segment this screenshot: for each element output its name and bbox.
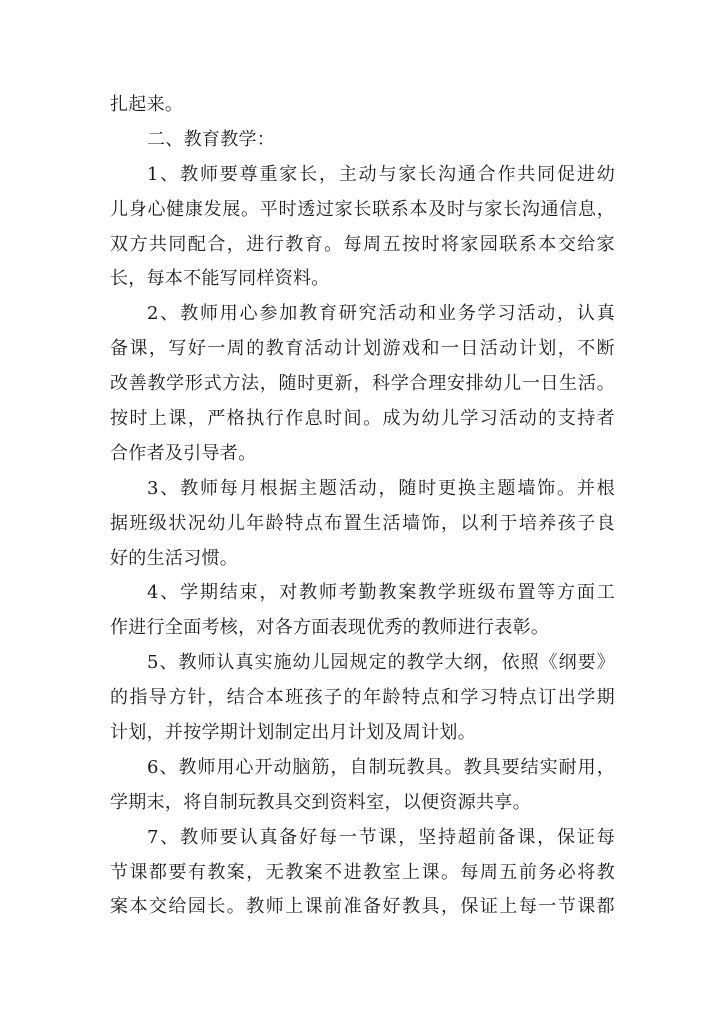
text-line: 7、教师要认真备好每一节课，坚持超前备课，保证每	[147, 826, 615, 848]
text-line: 儿身心健康发展。平时透过家长联系本及时与家长沟通信息，	[110, 198, 615, 220]
text-line: 双方共同配合，进行教育。每周五按时将家园联系本交给家	[110, 233, 615, 255]
text-line: 改善教学形式方法，随时更新，科学合理安排幼儿一日生活。	[110, 373, 615, 395]
text-line: 二、教育教学：	[147, 128, 276, 150]
text-line: 扎起来。	[110, 94, 184, 115]
body-text	[110, 88, 615, 925]
text-line: 3、教师每月根据主题活动，随时更换主题墙饰。并根	[147, 477, 615, 499]
text-line: 案本交给园长。教师上课前准备好教具，保证上每一节课都	[110, 896, 615, 918]
text-line: 备课，写好一周的教育活动计划游戏和一日活动计划，不断	[110, 338, 615, 360]
text-line: 节课都要有教案，无教案不进教室上课。每周五前务必将教	[110, 861, 615, 883]
text-line: 2、教师用心参加教育研究活动和业务学习活动，认真	[147, 303, 615, 325]
text-line: 据班级状况幼儿年龄特点布置生活墙饰，以利于培养孩子良	[110, 512, 615, 534]
text-line: 的指导方针，结合本班孩子的年龄特点和学习特点订出学期	[110, 687, 615, 709]
text-line: 4、学期结束，对教师考勤教案教学班级布置等方面工	[147, 582, 615, 604]
text-line: 6、教师用心开动脑筋，自制玩教具。教具要结实耐用，	[147, 756, 615, 778]
text-line: 长，每本不能写同样资料。	[110, 268, 330, 290]
text-line: 按时上课，严格执行作息时间。成为幼儿学习活动的支持者	[110, 408, 615, 430]
text-line: 学期末，将自制玩教具交到资料室，以便资源共享。	[110, 791, 531, 813]
text-line: 5、教师认真实施幼儿园规定的教学大纲，依照《纲要》	[147, 652, 615, 674]
text-line: 好的生活习惯。	[110, 547, 239, 569]
text-line: 作进行全面考核，对各方面表现优秀的教师进行表彰。	[110, 617, 550, 639]
text-line: 计划，并按学期计划制定出月计划及周计划。	[110, 722, 476, 744]
text-line: 1、教师要尊重家长，主动与家长沟通合作共同促进幼	[147, 163, 615, 185]
text-line: 合作者及引导者。	[110, 442, 257, 464]
